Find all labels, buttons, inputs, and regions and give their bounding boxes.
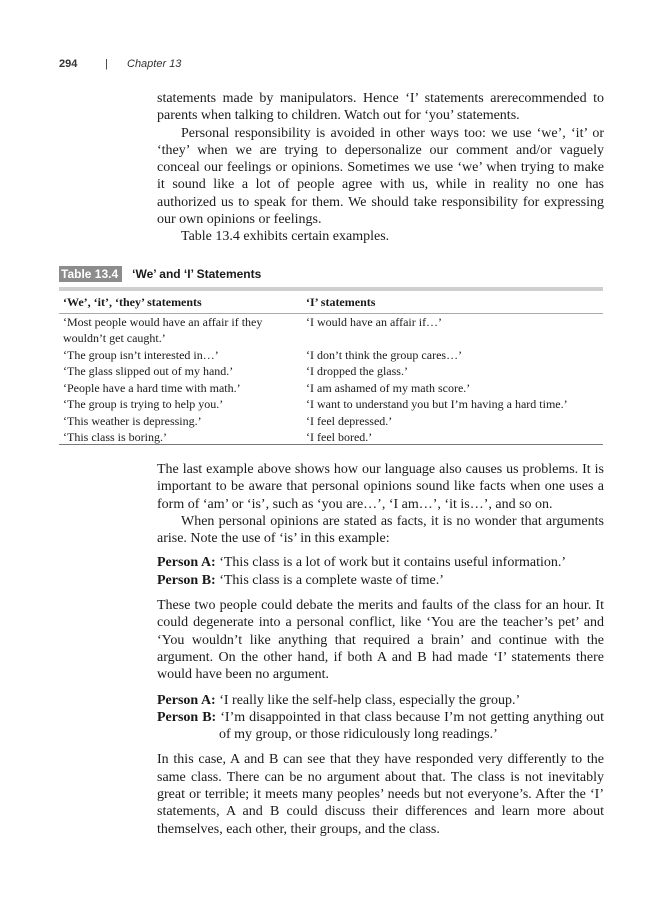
dialog-text: ‘This class is a lot of work but it contains useful information.’	[219, 555, 567, 571]
table-cell-we: ‘The group is trying to help you.’	[63, 397, 224, 411]
table-cell-we: ‘The glass slipped out of my hand.’	[63, 364, 234, 378]
table-row	[59, 380, 603, 397]
table-cell-i: ‘I am ashamed of my math score.’	[306, 380, 471, 395]
table-row	[59, 347, 603, 364]
paragraph: statements made by manipulators. Hence ‘I’ statements arerecommended to parents when talking to children. Watch out for ‘you’ statements.	[157, 91, 604, 124]
paragraph: These two people could debate the merits and faults of the class for an hour. It could degenerate into a personal conflict, like ‘You are the teacher’s pet’ and ‘You wouldn’t like anything that required a brain’ and continue with the argument. On the other hand, if both A and B had made ‘I’ statements there would have been no argument.	[157, 598, 604, 683]
header-separator: |	[105, 58, 108, 70]
running-header	[59, 58, 181, 70]
column-header-we: ‘We’, ‘it’, ‘they’ statements	[63, 295, 202, 309]
table-title: ‘We’ and ‘I’ Statements	[132, 267, 262, 281]
speaker-label: Person B:	[157, 709, 217, 725]
dialog-line	[157, 692, 604, 709]
dialog-text: ‘I really like the self-help class, especially the group.’	[219, 692, 521, 708]
intro-text	[157, 90, 604, 246]
table-row	[59, 363, 603, 380]
dialog-text: ‘This class is a complete waste of time.’	[219, 572, 444, 588]
table-cell-we: ‘This class is boring.’	[63, 430, 167, 444]
table-row	[59, 314, 603, 347]
table-cell-we: ‘Most people would have an affair if they wouldn’t get caught.’	[63, 314, 263, 345]
paragraph: In this case, A and B can see that they have responded very differently to the same class. There can be no argument about that. The class is not inevitably great or terrible; it meets many peoples’ needs but not everyone’s. After the ‘I’ statements, A and B could discuss their differences and learn more about themselves, each other, their groups, and the class.	[157, 752, 604, 837]
speaker-label: Person A:	[157, 555, 216, 571]
table-cell-we: ‘This weather is depressing.’	[63, 413, 202, 428]
dialog-line	[157, 572, 604, 589]
page-number: 294	[59, 58, 78, 70]
table-cell-i: ‘I would have an affair if…’	[306, 314, 443, 329]
paragraph: When personal opinions are stated as facts, it is no wonder that arguments arise. Note the use of ‘is’ in this example:	[157, 513, 604, 547]
table-cell-i: ‘I feel depressed.’	[306, 413, 393, 428]
table-row	[59, 413, 603, 430]
table-top-rule	[59, 287, 603, 291]
dialog-line	[157, 709, 604, 744]
dialog-text: ‘I’m disappointed in that class because I’m not getting anything out of my group, or those ridiculously long readings.’	[219, 709, 605, 743]
chapter-title: Chapter 13	[127, 58, 182, 70]
table-row	[59, 396, 603, 413]
table-caption	[59, 267, 261, 281]
table-cell-i: ‘I feel bored.’	[306, 430, 373, 444]
table-cell-i: ‘I dropped the glass.’	[306, 364, 408, 378]
paragraph: The last example above shows how our language also causes us problems. It is important to be aware that personal opinions sound like facts when one uses a form of ‘am’ or ‘is’, such as ‘you are…’, ‘I am…’, ‘it is…’, and so on.	[157, 462, 604, 512]
speaker-label: Person A:	[157, 692, 216, 708]
table-cell-i: ‘I want to understand you but I’m having a hard time.’	[306, 397, 568, 411]
table-header-row	[59, 292, 603, 314]
column-header-i: ‘I’ statements	[306, 295, 376, 309]
table-cell-i: ‘I don’t think the group cares…’	[306, 347, 463, 362]
table-bottom-rule	[59, 444, 603, 445]
dialog-line	[157, 554, 604, 571]
statements-table	[59, 292, 603, 446]
paragraph: Personal responsibility is avoided in other ways too: we use ‘we’, ‘it’ or ‘they’ when we are trying to depersonalize our comment and/or vaguely conceal our feelings or opinions. Sometimes we use ‘we’ when trying to make it sound like a lot of people agree with us, while in reality no one has authorized us to speak for them. We should take responsibility for expressing our own opinions or feelings.	[157, 125, 604, 228]
table-cell-we: ‘The group isn’t interested in…’	[63, 347, 219, 362]
table-label: Table 13.4	[59, 266, 122, 282]
body-text	[157, 461, 604, 838]
speaker-label: Person B:	[157, 572, 216, 588]
table-cell-we: ‘People have a hard time with math.’	[63, 380, 241, 395]
paragraph: Table 13.4 exhibits certain examples.	[181, 229, 390, 245]
